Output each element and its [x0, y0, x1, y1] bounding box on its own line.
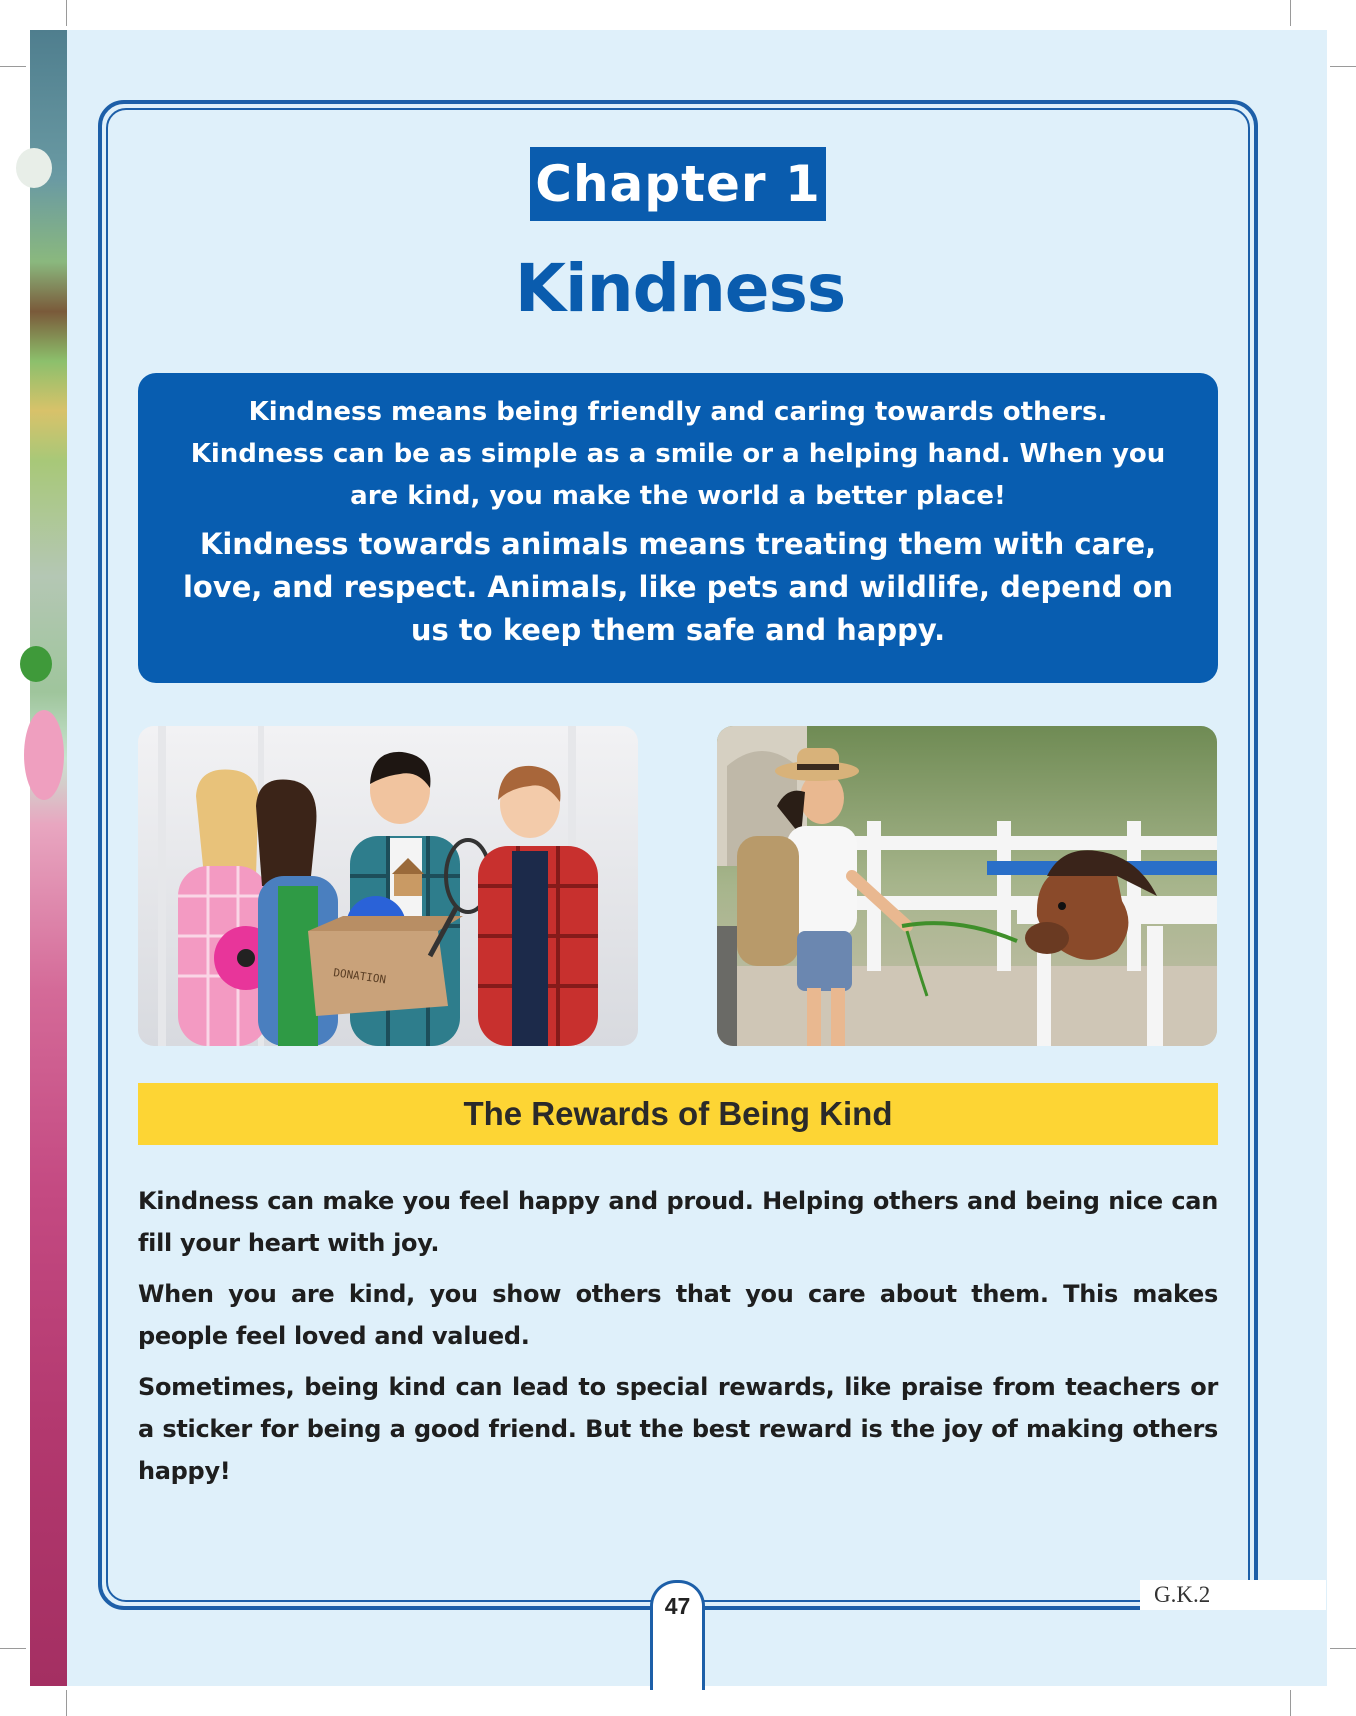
chapter-label: Chapter 1 — [530, 147, 826, 221]
photo-girl-feeding-pony — [717, 726, 1217, 1046]
rewards-heading: The Rewards of Being Kind — [138, 1083, 1218, 1145]
rewards-body — [138, 1180, 1218, 1501]
intro-box — [138, 373, 1218, 683]
chapter-title: Kindness — [514, 250, 846, 327]
photo-children-donation — [138, 726, 638, 1046]
crop-mark — [1330, 66, 1356, 67]
crop-mark — [66, 1690, 67, 1716]
rewards-paragraph-2: When you are kind, you show others that you care about them. This makes people feel loved and valued. — [138, 1280, 1218, 1350]
rewards-paragraph-1: Kindness can make you feel happy and proud. Helping others and being nice can fill your heart with joy. — [138, 1187, 1218, 1257]
book-code: G.K.2 — [1140, 1580, 1326, 1610]
crop-mark — [1330, 1648, 1356, 1649]
crop-mark — [0, 66, 26, 67]
page-number: 47 — [664, 1593, 691, 1619]
crop-mark — [0, 1648, 26, 1649]
page-number-tab — [650, 1580, 705, 1690]
cover-edge-decoration — [30, 30, 67, 1686]
crop-mark — [1290, 1690, 1291, 1716]
donation-box-label: DONATION — [332, 966, 387, 987]
crop-mark — [1290, 0, 1291, 26]
rewards-paragraph-3: Sometimes, being kind can lead to special rewards, like praise from teachers or a sticker for being a good friend. But the best reward is the joy of making others happy! — [138, 1373, 1218, 1485]
intro-paragraph-2: Kindness towards animals means treating them with care, love, and respect. Animals, like pets and wildlife, depend on us to keep them safe and happy. — [182, 527, 1174, 647]
intro-paragraph-1: Kindness means being friendly and caring towards others. Kindness can be as simple as a smile or a helping hand. When you are kind, you make the world a better place! — [190, 397, 1166, 511]
crop-mark — [66, 0, 67, 26]
